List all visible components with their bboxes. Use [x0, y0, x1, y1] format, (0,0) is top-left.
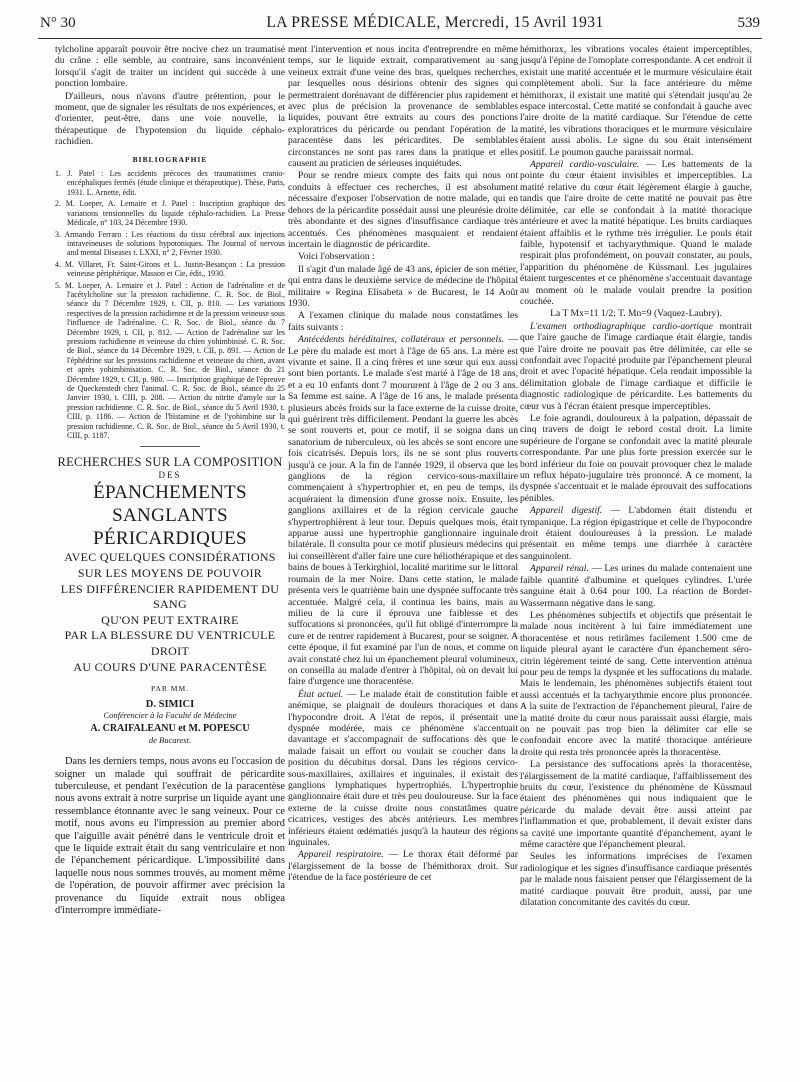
column-3	[520, 44, 752, 909]
author-name: D. SIMICI	[145, 698, 195, 710]
section-label: Appareil digestif.	[530, 505, 603, 517]
author-affiliation: de Bucarest.	[148, 734, 192, 745]
paragraph	[520, 563, 752, 609]
byline	[55, 683, 285, 746]
paragraph	[288, 334, 518, 688]
separator-rule	[140, 446, 200, 447]
section-label: Appareil cardio-vasculaire.	[530, 159, 640, 171]
paragraph: Le foie agrandi, douloureux à la palpation, dépassait de cinq travers de doigt le rebord costal droit. La limite supérieure de l'organe se confondait avec la matité pleurale correspondante. Par une plus forte pression exercée sur le bord inférieur du foie on pouvait provoquer chez le malade un reflux hépato-jugulaire très prononcé. A ce moment, la dyspnée s'accentuait et le malade éprouvait des suffocations pénibles.	[520, 413, 752, 504]
article-title	[55, 455, 285, 675]
title-main: PÉRICARDIQUES	[93, 528, 247, 550]
subtitle-line: SUR LES MOYENS DE POUVOIR	[77, 566, 263, 581]
bibliography-list	[55, 169, 285, 440]
bibliography-item: 2. M. Loeper, A. Lemaire et J. Patel : Inscription graphique des variations tensionnelles du liquide céphalo-rachidien. La Presse Médicale, n° 103, 24 Décembre 1930.	[55, 199, 285, 228]
paragraph: La persistance des suffocations après la thoracentèse, l'élargissement de la matité cardiaque, l'affaiblissement des bruits du cœur, l'existence du phénomène de Küssmaul étaient des phénomènes qui nous indiquaient que le péricarde du malade devait être aussi atteint par l'inflammation et que, probablement, il devait exister dans sa cavité une importante quantité d'épanchement, ayant le même caractère que l'épanchement pleural.	[520, 759, 752, 851]
section-text: — Le père du malade est mort à l'âge de 65 ans. La mère est vivante et saine. Il a cinq frères et une sœur qui eux aussi sont bien portants. Le malade s'est marié à l'âge de 18 ans, et a eu 10 enfants dont 7 moururent à l'âge de 2 ou 3 ans. Sa femme est saine. A l'âge de 16 ans, le malade présenta plusieurs abcès froids sur la face externe de la cuisse droite, qui guérirent très difficilement. Pendant la guerre les abcès se sont rouverts et, pour ce motif, il se soigna dans un sanatorium de tuberculeux, où les abcès se sont encore une fois cicatrisés. Depuis lors, ils ne se sont plus rouverts jusqu'à ce jour. A la fin de l'année 1929, il observa que les ganglions de la région cervico-sous-maxillaire commençaient à s'hypertrophier et, en peu de temps, ils acquéraient la dimension d'une grosse noix. Ensuite, les ganglions axillaires et de la région cervicale gauche s'hypertrophièrent à leur tour. Depuis quelques mois, était apparue aussi une hypertrophie ganglionnaire inguinale bilatérale. Il consulta pour ce motif plusieurs médecins qui lui conseillèrent d'aller faire une cure héliothérapique et des bains de boues à Terkirghiol, localité maritime sur le littoral roumain de la mer Noire. Dans cette station, le malade présenta vers le quatrième bain une dyspnée suffocante très accentuée. Malgré cela, il continua les bains, mais au milieu de la cure il éprouva une faiblesse et des suffocations si prononcées, qu'il fut obligé d'interrompre la cure et de rentrer rapidement à Bucarest, pour se soigner. A cette époque, il fut examiné par l'un de nous, et comme on avait constaté chez lui un épanchement pleural volumineux, on conseilla au malade d'entrer à l'hôpital, où on devait lui faire d'urgence une thoracentèse.	[288, 334, 518, 688]
paragraph: ment l'intervention et nous incita d'entreprendre en même temps, sur le liquide extrait, comparativement au sang veineux extrait d'une veine des bras, quelques recherches, par lesquelles nous désirions obtenir des signes qui permettraient dorénavant de différencier plus rapidement et avec plus de précision la provenance de semblables liquides, pouvant être extraits au cours des ponctions exploratrices du péricarde ou pendant l'opération de la paracentèse dans les péricardites. De semblables circonstances ne sont pas rares dans la pratique et elles causent au praticien de sérieuses inquiétudes.	[288, 44, 518, 170]
section-text: — Le malade était de constitution faible et anémique, se plaignait de douleurs thoraciques et dans l'hypocondre droit. A l'état de repos, il présentait une dyspnée modérée, mais ce phénomène s'accentuait davantage et s'accompagnait de suffocations dès que le malade faisait un effort ou voulait se coucher dans la position du décubitus dorsal. Dans les régions cervico-sous-maxillaires, axillaires et inguinales, il existait des ganglions lymphatiques hypertrophiés. L'hypertrophie ganglionnaire était dure et très peu douloureuse. Sur la face externe de la cuisse droite nous constatâmes quatre cicatrices, vestiges des abcès antérieurs. Les membres inférieurs étaient œdématiés jusqu'à la hauteur des régions inguinales.	[288, 688, 519, 849]
section-label: État actuel.	[298, 688, 344, 700]
section-text: montrait que l'aire gauche de l'image cardiaque était élargie, tandis que l'aire droite ne pouvait pas être délimitée, car elle se confondait avec l'opacité produite par l'épanchement pleural droit et avec l'opacité hépatique. Cela rendait impossible la délimitation globale de l'image cardiaque et difficile le diagnostic radiologique de péricardite. Les battements du cœur vus à l'écran étaient presque imperceptibles.	[520, 320, 752, 412]
subtitle-line: LES DIFFÉRENCIER RAPIDEMENT DU SANG	[60, 581, 280, 612]
issue-number: N° 30	[40, 15, 76, 31]
paragraph	[288, 689, 518, 849]
paragraph	[288, 849, 518, 883]
section-text: — Les battements de la pointe du cœur étaient invisibles et imperceptibles. La matité relative du cœur était légèrement élargie à gauche, tandis que l'aire droite de cette matité ne pouvait pas être délimitée, car elle se confondait à la matité thoracique antérieure et avec la matité hépatique. Les bruits cardiaques étaient affaiblis et le rythme très irrégulier. Le pouls était faible, hypotensif et tachyarythmique. Quand le malade respirait plus profondément, on pouvait constater, au pouls, l'apparition du phénomène de Küssmaul. Les jugulaires étaient turgescentes et ce phénomène s'accentuait davantage au moment où le malade voulait prendre la position couchée.	[520, 159, 752, 307]
section-label: Antécédents héréditaires, collatéraux et personnels.	[298, 334, 505, 346]
section-text: — Le thorax était déformé par l'élargissement de la bosse de l'hémithorax droit. Sur l'étendue de la face postérieure de cet	[288, 849, 519, 884]
paragraph	[520, 159, 752, 307]
bibliography-item: 5. M. Loeper, A. Lemaire et J. Patel : Action de l'adrénaline et de l'acétylcholine sur la pression rachidienne. C. R. Soc. de Biol., séance du 7 Décembre 1929, t. CII, p. 810. — Les variations respectives de la pression rachidienne et de la pression veineuse sous l'influence de l'adrénaline. C. R. Soc. de Biol., séance du 7 Décembre 1929, t. CII, p. 812. — Action de l'adrénaline sur les pressions rachidienne et veineuse du chien yohimbinisé. C. R. Soc. de Biol., séance du 14 Décembre 1929, t. CII, p. 891. — Action de l'éphédrine sur les pressions rachidienne et veineuse du chien, avant et après yohimbinisation. C. R. Soc. de Biol., séance du 21 Décembre 1929, t. CII, p. 980. — Inscription graphique de l'épreuve de Queckenstedt chez l'animal. C. R. Soc. de Biol., séance du 25 Janvier 1930, t. CIII, p. 208. — Action du nitrite d'amyle sur la pression rachidienne. C. R. Soc. de Biol., séance du 5 Avril 1930, t. CIII, p. 1186. — Action de l'histamine et de l'yohimbine sur la pression rachidienne. C. R. Soc. de Biol., séance du 5 Avril 1930, t. CIII, p. 1187.	[55, 280, 285, 441]
byline-par: PAR MM.	[151, 684, 189, 694]
section-label: Appareil respiratoire.	[298, 849, 384, 861]
column-1	[55, 44, 285, 919]
section-text: — Les urines du malade contenaient une faible quantité d'albumine et quelques cylindres. L'urée sanguine était à 0.64 pour 100. La réaction de Bordet-Wassermann négative dans le sang.	[520, 563, 753, 609]
header-rule	[38, 38, 762, 39]
paragraph: tylcholine apparaît pouvoir être nocive chez un traumatisé du crâne : elle semble, au contraire, sans inconvénient lorsqu'il s'agit de traiter un incident qui succède à une ponction lombaire.	[55, 44, 285, 90]
author-name: A. CRAIFALEANU et M. POPESCU	[90, 723, 250, 735]
paragraph: D'ailleurs, nous n'avons d'autre prétention, pour le moment, que de signaler les résultats de nos expériences, et d'orienter, peut-être, dans une voie nouvelle, la thérapeutique de l'hypotension du liquide céphalo-rachidien.	[55, 90, 285, 148]
author-affiliation: Conférencier à la Faculté de Médecine	[103, 710, 237, 720]
blood-pressure-line: La T Mx=11 1/2; T. Mn=9 (Vaquez-Laubry).	[550, 308, 722, 320]
paragraph: Les phénomènes subjectifs et objectifs que présentait le malade nous incitèrent à lui faire immédiatement une thoracentèse et nous retirâmes facilement 1.500 cme de liquide pleural ayant le caractère d'un épanchement séro-citrin légèrement teinté de sang. Cette intervention atténua pour peu de temps la dyspnée et les suffocations du malade. Mais le lendemain, les phénomènes subjectifs étaient tout aussi accentués et la tachyarythmie encore plus prononcée. A la suite de l'extraction de l'épanchement pleural, l'aire de la matité droite du cœur nous paraissait aussi élargie, mais on ne pouvait pas trop bien la délimiter car elle se confondait encore avec la matité thoracique antérieure droite qui resta très prononcée après la thoracentèse.	[520, 609, 752, 758]
title-line: RECHERCHES SUR LA COMPOSITION	[57, 455, 283, 470]
section-label: Appareil rénal.	[530, 563, 589, 575]
page-header	[40, 14, 760, 36]
subtitle-line: PAR LA BLESSURE DU VENTRICULE DROIT	[64, 628, 276, 658]
lead-paragraph: Dans les derniers temps, nous avons eu l'occasion de soigner un malade qui souffrait de péricardite tuberculeuse, et pendant l'exécution de la paracentèse nous avons extrait à notre surprise un liquide ayant une ressemblance étonnante avec le sang veineux. Pour ce motif, nous avons eu l'impression au premier abord que l'aiguille avait pénétré dans le ventricule droit et que le liquide extrait était du sang ventriculaire et non de l'épanchement péricardique. L'impossibilité dans laquelle nous nous sommes trouvés, au moment même de l'opération, de pouvoir affirmer avec précision la provenance du liquide extrait nous obligea d'interrompre immédiate-	[55, 756, 285, 917]
page-number: 539	[737, 15, 760, 31]
bibliography-item: 1. J. Patel : Les accidents précoces des traumatismes cranio-encéphaliques fermés (étude clinique et thérapeutique). Thèse, Paris, 1931. L. Arnette, édit.	[55, 169, 285, 197]
paragraph: Voici l'observation :	[298, 251, 375, 263]
section-label: L'examen orthodiagraphique cardio-aortique	[530, 320, 713, 332]
section-text: — L'abdomen était distendu et tympanique. La région épigastrique et celle de l'hypocondre droit étaient douloureuses à la pression. Le malade présentait en même temps une diarrhée à caractère sanguinolent.	[520, 505, 752, 562]
paragraph: hémithorax, les vibrations vocales étaient imperceptibles, jusqu'à l'épine de l'omoplate correspondante. A cet endroit il existait une matité accentuée et le murmure vésiculaire était complètement aboli. Sur la face antérieure du même hémithorax, il existait une matité qui s'étendait jusqu'au 2e espace intercostal. Cette matité se confondait à gauche avec l'aire droite de la matité cardiaque. Sur l'étendue de cette matité, les vibrations thoraciques et le murmure vésiculaire étaient aussi abolis. Le signe du sou était intensément positif. Le poumon gauche paraissait normal.	[520, 44, 752, 158]
subtitle-line: AU COURS D'UNE PARACENTÈSE	[73, 659, 267, 674]
paragraph	[520, 505, 752, 562]
title-main: ÉPANCHEMENTS SANGLANTS	[93, 482, 247, 527]
journal-title: LA PRESSE MÉDICALE, Mercredi, 15 Avril 1931	[266, 14, 604, 31]
paragraph	[520, 321, 752, 412]
paragraph: Il s'agit d'un malade âgé de 43 ans, épicier de son métier, qui entra dans le deuxième service de médecine de l'hôpital militaire « Regina Elisabeta » de Bucarest, le 14 Août 1930.	[288, 263, 518, 309]
paragraph: A l'examen clinique du malade nous constatâmes les faits suivants :	[288, 310, 518, 333]
paragraph: Pour se rendre mieux compte des faits qui nous ont conduits à effectuer ces recherches, il est absolument nécessaire d'exposer l'observation de notre malade, qui en dehors de la péricardite possédait aussi une pleurésie droite très abondante et des signes d'insuffisance cardiaque très accentués. Ces phénomènes masquaient et rendaient incertain le diagnostic de péricardite.	[288, 170, 518, 250]
column-2	[288, 44, 518, 885]
subtitle-line: QU'ON PEUT EXTRAIRE	[101, 612, 239, 627]
bibliography-item: 4. M. Villaret, Fr. Saint-Girons et L. Justin-Besançon : La pression veineuse périphérique. Masson et Cie, édit., 1930.	[55, 259, 285, 279]
paragraph: Seules les informations imprécises de l'examen radiologique et les signes d'insuffisance cardiaque présentés par le malade nous faisaient penser que l'élargissement de la matité cardiaque pouvait être produit, aussi, par une dilatation concomitante des cavités du cœur.	[520, 851, 752, 909]
title-line: DES	[158, 470, 182, 481]
bibliography-heading: BIBLIOGRAPHIE	[132, 154, 208, 164]
bibliography-item: 3. Armando Ferraro : Les réactions du tissu cérébral aux injections intraveineuses de solutions hypotoniques. The Journal of nervous and mental Diseases t. LXXI, n° 2, Février 1930.	[55, 229, 285, 258]
subtitle-line: AVEC QUELQUES CONSIDÉRATIONS	[64, 550, 276, 565]
